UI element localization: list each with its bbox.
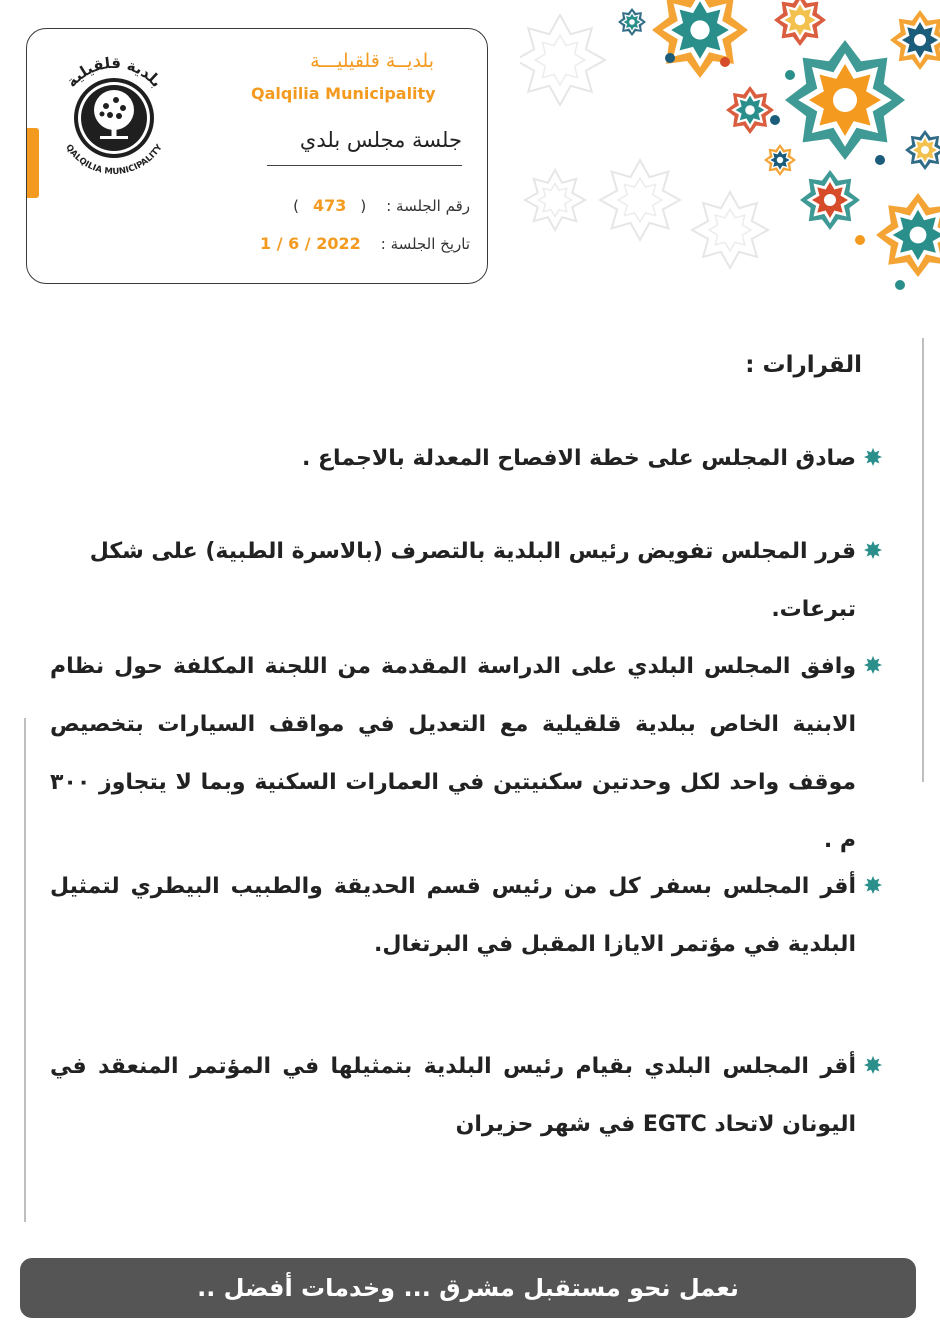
municipality-logo	[44, 48, 184, 178]
pattern-shape	[910, 227, 927, 244]
pattern-shape	[520, 15, 605, 105]
pattern-shape	[921, 146, 929, 154]
teal-star-bullet-icon	[856, 638, 890, 674]
footer-bar	[20, 1258, 916, 1318]
pattern-shape	[777, 157, 783, 163]
decision-text: أقر المجلس بسفر كل من رئيس قسم الحديقة والطبيب البيطري لتمثيل البلدية في مؤتمر الايازا المقبل في البرتغال.	[50, 874, 856, 957]
decision-item	[50, 430, 890, 488]
session-title: جلسة مجلس بلدي	[299, 128, 462, 152]
logo-arabic-text: بلدية قلقيلية	[62, 53, 166, 91]
logo-english-text: QALQILIA MUNICIPALITY	[63, 142, 165, 178]
decision-text: وافق المجلس البلدي على الدراسة المقدمة من اللجنة المكلفة حول نظام الابنية الخاص ببلدية قلقيلية مع التعديل في مواقف السيارات بتخصيص موقف واحد لكل وحدتين سكنيتين في العمارات السكنية وبما لا يتجاوز ٣٠٠ م .	[50, 654, 856, 853]
pattern-shape	[692, 192, 768, 268]
teal-star-bullet-icon	[856, 523, 890, 559]
decision-item	[50, 523, 890, 639]
pattern-shape	[709, 209, 751, 251]
decorative-pattern	[520, 0, 940, 290]
footer-slogan: نعمل نحو مستقبل مشرق ... وخدمات أفضل ..	[197, 1274, 739, 1302]
decision-text: صادق المجلس على خطة الافصاح المعدلة بالاجماع .	[301, 446, 856, 471]
pattern-shape	[895, 280, 905, 290]
pattern-shape	[720, 57, 730, 67]
pattern-shape	[629, 19, 635, 25]
pattern-shape	[690, 20, 709, 39]
open-paren: (	[360, 196, 367, 215]
decision-text: أقر المجلس البلدي بقيام رئيس البلدية بتمثيلها في المؤتمر المنعقد في اليونان لاتحاد EGTC في شهر حزيران	[50, 1054, 856, 1137]
decision-item	[50, 1038, 890, 1154]
close-paren: )	[293, 196, 299, 215]
pattern-shape	[600, 160, 680, 240]
session-number-label: رقم الجلسة :	[386, 196, 470, 215]
pattern-shape	[535, 35, 585, 85]
pattern-shape	[665, 53, 675, 63]
pattern-shape	[785, 70, 795, 80]
decision-item	[50, 638, 890, 870]
left-margin-line	[24, 718, 26, 1222]
decisions-heading: القرارات :	[745, 352, 862, 378]
decision-item	[50, 858, 890, 974]
pattern-shape	[745, 105, 755, 115]
pattern-shape	[914, 34, 926, 46]
pattern-shape	[795, 15, 805, 25]
pattern-shape	[833, 88, 857, 112]
pattern-shape	[770, 115, 780, 125]
teal-star-bullet-icon	[856, 858, 890, 894]
session-number-value: 473	[312, 196, 347, 215]
right-margin-line	[922, 338, 924, 782]
session-number-row	[279, 196, 470, 215]
pattern-shape	[525, 170, 585, 230]
pattern-shape	[618, 178, 662, 222]
pattern-shape	[855, 235, 865, 245]
municipality-name-english: Qalqilia Municipality	[251, 84, 436, 103]
pattern-shape	[539, 184, 572, 217]
decision-text: قرر المجلس تفويض رئيس البلدية بالتصرف (بالاسرة الطبية) على شكل تبرعات.	[89, 539, 856, 622]
orange-accent-tab	[27, 128, 39, 198]
session-date-row	[260, 234, 470, 253]
title-underline	[267, 165, 462, 166]
pattern-shape	[875, 155, 885, 165]
teal-star-bullet-icon	[856, 430, 890, 466]
session-date-value: 1 / 6 / 2022	[259, 234, 361, 253]
teal-star-bullet-icon	[856, 1038, 890, 1074]
session-date-label: تاريخ الجلسة :	[380, 234, 470, 253]
pattern-shape	[824, 194, 836, 206]
municipality-name-arabic: بلديــة قلقيليـــة	[310, 50, 434, 72]
